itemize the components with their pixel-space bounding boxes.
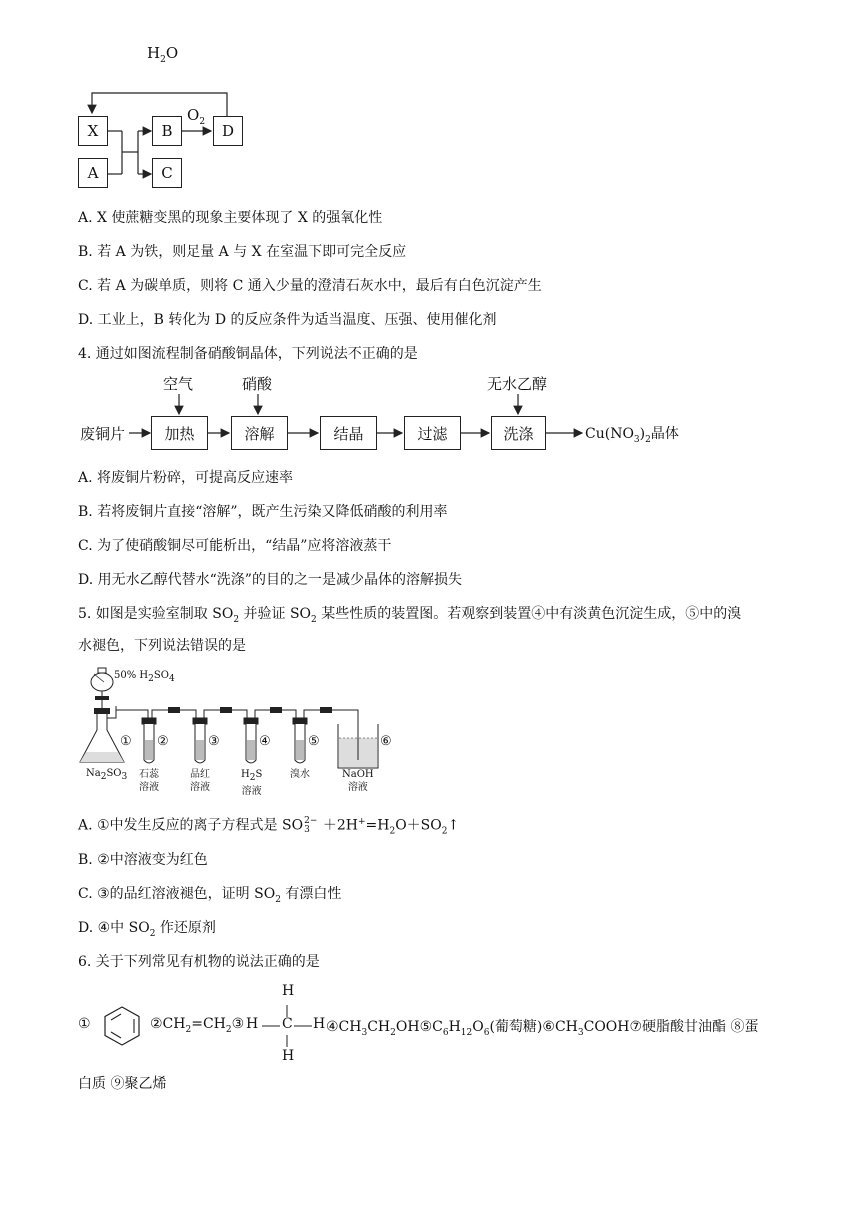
beaker-label-naoh: NaOH 溶液 (342, 769, 374, 793)
q5-stem-line1: 5. 如图是实验室制取 $SO_2$ 并验证 $SO_2$ 某些性质的装置图。若观察到装置④中有淡黄色沉淀生成，⑤中的溴 (78, 606, 742, 625)
methane-bonds (250, 990, 330, 1070)
methane-h-bottom: H (282, 1048, 295, 1064)
q5-option-c: C. ③的品红溶液褪色，证明 $SO_2$ 有漂白性 (78, 886, 342, 905)
flow-step-wash: 洗涤 (491, 416, 546, 450)
q5-option-d: D. ④中 $SO_2$ 作还原剂 (78, 920, 216, 939)
q4-option-d: D. 用无水乙醇代替水“洗涤”的目的之一是减少晶体的溶解损失 (78, 572, 462, 588)
q4-option-b: B. 若将废铜片直接“溶解”，既产生污染又降低硝酸的利用率 (78, 504, 448, 520)
q5-option-a: A. ①中发生反应的离子方程式是 SO 2− 3 $+2H^+=H_2O+SO_2↑$ (78, 815, 460, 837)
num-2: ② (157, 734, 169, 749)
acid-label: 50% $H_2SO_4$ (114, 670, 175, 684)
num-5: ⑤ (308, 734, 320, 749)
q4-option-c: C. 为了使硝酸铜尽可能析出，“结晶”应将溶液蒸干 (78, 538, 392, 554)
methane-h-left: H (246, 1016, 259, 1032)
box-d: D (213, 116, 243, 146)
compound-2: $②CH_2=CH_2③$ (150, 1016, 245, 1035)
o2-label: $O_2$ (187, 106, 206, 127)
q4-stem: 4. 通过如图流程制备硝酸铜晶体，下列说法不正确的是 (78, 346, 418, 362)
num-4: ④ (259, 734, 271, 749)
tube-label-magenta: 品红 溶液 (190, 769, 210, 793)
tube-label-bromine: 溴水 (290, 769, 310, 780)
flow-input-nitric-acid: 硝酸 (242, 375, 273, 393)
h2o-label: $H_2O$ (147, 44, 179, 65)
num-1: ① (120, 734, 132, 749)
q5-option-b: B. ②中溶液变为红色 (78, 852, 208, 868)
flow-arrows (0, 360, 860, 560)
methane-c: C (282, 1016, 293, 1032)
tube-label-h2s: $H_2S$ 溶液 (241, 769, 263, 797)
q3-option-b: B. 若 A 为铁，则足量 A 与 X 在室温下即可完全反应 (78, 244, 407, 260)
compound-1-num: ① (78, 1016, 91, 1032)
flow-input-ethanol: 无水乙醇 (487, 375, 548, 393)
methane-h-top: H (282, 983, 295, 999)
q6-stem: 6. 关于下列常见有机物的说法正确的是 (78, 954, 320, 970)
flow-product: $Cu(NO_3)_2$晶体 (585, 426, 679, 445)
num-3: ③ (208, 734, 220, 749)
flow-step-heat: 加热 (151, 416, 208, 450)
q3-option-a: A. X 使蔗糖变黑的现象主要体现了 X 的强氧化性 (78, 210, 383, 226)
diagram1-arrows (0, 0, 860, 200)
q4-option-a: A. 将废铜片粉碎，可提高反应速率 (78, 470, 294, 486)
flow-step-dissolve: 溶解 (231, 416, 288, 450)
q6-line2: 白质 ⑨聚乙烯 (78, 1076, 167, 1092)
q3-option-c: C. 若 A 为碳单质，则将 C 通入少量的澄清石灰水中，最后有白色沉淀产生 (78, 278, 542, 294)
methane-h-right: H (313, 1016, 326, 1032)
tube-label-litmus: 石蕊 溶液 (139, 769, 159, 793)
q3-option-d: D. 工业上，B 转化为 D 的反应条件为适当温度、压强、使用催化剂 (78, 312, 497, 328)
benzene-ring-icon (100, 1004, 144, 1048)
compounds-4-to-8: $④CH_3CH_2OH⑤C_6H_{12}O_6$(葡萄糖)$⑥CH_3COOH⑦$硬脂酸甘油酯 ⑧蛋 (326, 1019, 759, 1038)
box-c: C (152, 158, 182, 188)
flow-input-air: 空气 (163, 375, 194, 393)
q5-stem-line2: 水褪色，下列说法错误的是 (78, 638, 246, 654)
num-6: ⑥ (380, 734, 392, 749)
flow-step-filter: 过滤 (404, 416, 461, 450)
box-a: A (78, 158, 108, 188)
flask-label: $Na_2SO_3$ (86, 768, 128, 782)
flow-start-label: 废铜片 (80, 425, 126, 443)
box-b: B (152, 116, 182, 146)
flow-step-crystallize: 结晶 (320, 416, 377, 450)
box-x: X (78, 116, 108, 146)
